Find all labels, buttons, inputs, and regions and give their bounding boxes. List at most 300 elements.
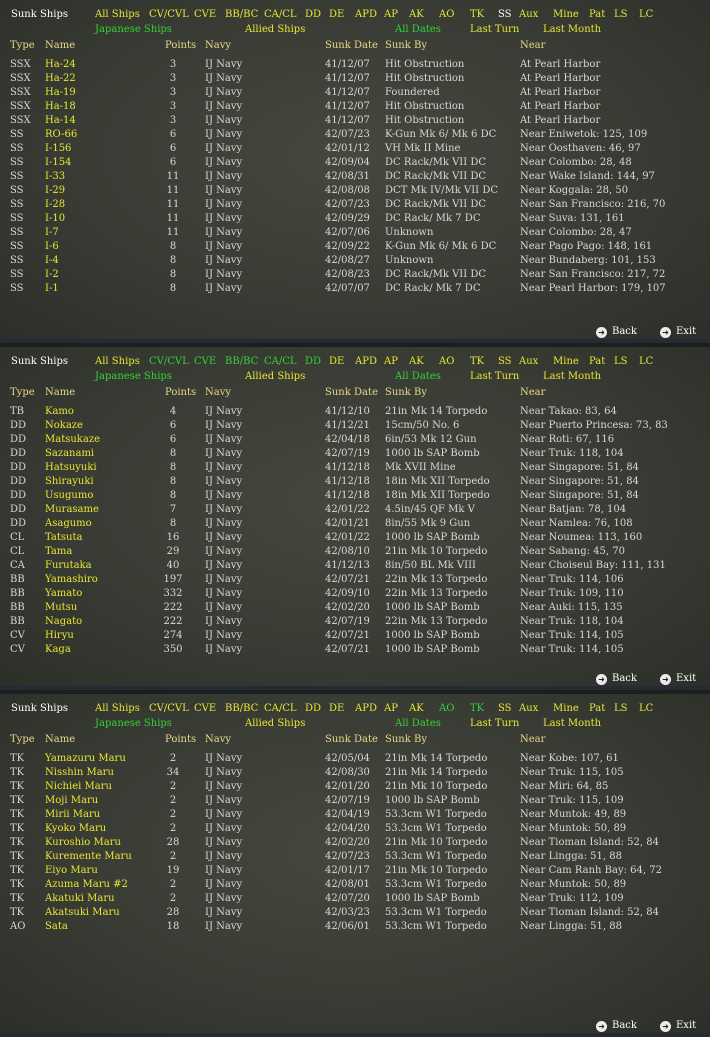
table-row[interactable] <box>0 143 710 157</box>
back-button[interactable] <box>596 673 637 685</box>
filter-japanese-ships[interactable]: Japanese Ships <box>95 24 172 35</box>
cell-type: SSX <box>10 59 31 70</box>
cell-type: SS <box>10 171 24 182</box>
table-row[interactable] <box>0 185 710 199</box>
column-header-points[interactable]: Points <box>165 387 197 398</box>
filter-allied-ships[interactable]: Allied Ships <box>245 718 306 729</box>
cell-near: Near Namlea: 76, 108 <box>520 518 633 529</box>
cell-sunk-date: 41/12/07 <box>325 59 370 70</box>
filter-all-dates[interactable]: All Dates <box>395 24 441 35</box>
arrow-right-icon: ➜ <box>596 1021 607 1032</box>
table-row[interactable] <box>0 781 710 795</box>
column-header-type[interactable]: Type <box>10 40 35 51</box>
cell-name[interactable]: I-2 <box>45 269 59 280</box>
cell-type: CL <box>10 546 25 557</box>
cell-near: Near Eniwetok: 125, 109 <box>520 129 648 140</box>
cell-sunk-date: 41/12/10 <box>325 406 370 417</box>
filter-bb-bc[interactable]: BB/BC <box>225 356 259 367</box>
cell-navy: IJ Navy <box>205 546 243 557</box>
table-row[interactable] <box>0 532 710 546</box>
filter-ls[interactable]: LS <box>614 9 628 20</box>
table-row[interactable] <box>0 921 710 935</box>
filter-ak[interactable]: AK <box>409 703 424 714</box>
column-header-near[interactable]: Near <box>520 387 546 398</box>
cell-type: TK <box>10 823 25 834</box>
cell-name[interactable]: RO-66 <box>45 129 78 140</box>
cell-navy: IJ Navy <box>205 115 243 126</box>
cell-navy: IJ Navy <box>205 532 243 543</box>
filter-dd[interactable]: DD <box>305 9 322 20</box>
filter-ak[interactable]: AK <box>409 356 424 367</box>
cell-sunk-date: 42/04/19 <box>325 809 370 820</box>
filter-last-turn[interactable]: Last Turn <box>470 371 520 382</box>
cell-name[interactable]: Nisshin Maru <box>45 767 114 778</box>
column-header-sunk-date[interactable]: Sunk Date <box>325 734 378 745</box>
column-header-type[interactable]: Type <box>10 387 35 398</box>
table-row[interactable] <box>0 560 710 574</box>
cell-name[interactable]: Eiyo Maru <box>45 865 98 876</box>
table-row[interactable] <box>0 59 710 73</box>
cell-name[interactable]: I-29 <box>45 185 66 196</box>
filter-ls[interactable]: LS <box>614 356 628 367</box>
filter-last-month[interactable]: Last Month <box>543 24 602 35</box>
cell-type: DD <box>10 462 27 473</box>
cell-points: 19 <box>166 865 180 876</box>
column-header-name[interactable]: Name <box>45 40 76 51</box>
cell-name[interactable]: Usugumo <box>45 490 94 501</box>
table-row[interactable] <box>0 574 710 588</box>
column-header-navy[interactable]: Navy <box>205 387 232 398</box>
table-row[interactable] <box>0 630 710 644</box>
column-header-type[interactable]: Type <box>10 734 35 745</box>
cell-sunk-by: Mk XVII Mine <box>385 462 456 473</box>
filter-last-turn[interactable]: Last Turn <box>470 24 520 35</box>
table-row[interactable] <box>0 448 710 462</box>
cell-type: SSX <box>10 73 31 84</box>
cell-name[interactable]: Sata <box>45 921 68 932</box>
cell-name[interactable]: Nagato <box>45 616 83 627</box>
cell-near: Near Truk: 112, 109 <box>520 893 624 904</box>
cell-navy: IJ Navy <box>205 448 243 459</box>
back-button[interactable] <box>596 1020 637 1032</box>
filter-japanese-ships[interactable]: Japanese Ships <box>95 371 172 382</box>
cell-navy: IJ Navy <box>205 823 243 834</box>
table-row[interactable] <box>0 462 710 476</box>
table-row[interactable] <box>0 809 710 823</box>
panel-title: Sunk Ships <box>11 356 68 367</box>
cell-navy: IJ Navy <box>205 795 243 806</box>
cell-sunk-by: 21in Mk 14 Torpedo <box>385 406 488 417</box>
cell-name[interactable]: Sazanami <box>45 448 95 459</box>
table-row[interactable] <box>0 616 710 630</box>
cell-near: At Pearl Harbor <box>520 101 601 112</box>
table-row[interactable] <box>0 602 710 616</box>
cell-name[interactable]: Tama <box>45 546 73 557</box>
cell-type: CL <box>10 532 25 543</box>
cell-type: DD <box>10 504 27 515</box>
cell-type: SS <box>10 283 24 294</box>
filter-apd[interactable]: APD <box>355 703 377 714</box>
table-row[interactable] <box>0 171 710 185</box>
table-row[interactable] <box>0 157 710 171</box>
column-header-sunk-by[interactable]: Sunk By <box>385 734 427 745</box>
cell-name[interactable]: Moji Maru <box>45 795 99 806</box>
filter-tk[interactable]: TK <box>470 356 485 367</box>
cell-points: 3 <box>169 115 177 126</box>
filter-dd[interactable]: DD <box>305 703 322 714</box>
cell-sunk-date: 42/02/20 <box>325 602 370 613</box>
cell-name[interactable]: Azuma Maru #2 <box>45 879 128 890</box>
filter-lc[interactable]: LC <box>639 356 654 367</box>
filter-cve[interactable]: CVE <box>194 356 217 367</box>
cell-sunk-by: Hit Obstruction <box>385 59 465 70</box>
cell-name[interactable]: Shirayuki <box>45 476 94 487</box>
cell-name[interactable]: I-7 <box>45 227 59 238</box>
table-row[interactable] <box>0 795 710 809</box>
cell-points: 2 <box>169 851 177 862</box>
filter-bb-bc[interactable]: BB/BC <box>225 9 259 20</box>
column-header-navy[interactable]: Navy <box>205 734 232 745</box>
column-header-near[interactable]: Near <box>520 40 546 51</box>
cell-sunk-date: 42/09/29 <box>325 213 370 224</box>
table-row[interactable] <box>0 241 710 255</box>
cell-name[interactable]: Ha-24 <box>45 59 76 70</box>
cell-sunk-by: Unknown <box>385 227 434 238</box>
cell-sunk-date: 42/07/19 <box>325 448 370 459</box>
table-row[interactable] <box>0 73 710 87</box>
table-row[interactable] <box>0 851 710 865</box>
filter-ss[interactable]: SS <box>498 356 512 367</box>
table-row[interactable] <box>0 879 710 893</box>
filter-aux[interactable]: Aux <box>519 9 539 20</box>
cell-name[interactable]: Ha-22 <box>45 73 76 84</box>
cell-sunk-by: 1000 lb SAP Bomb <box>385 448 480 459</box>
cell-near: Near Roti: 67, 116 <box>520 434 615 445</box>
cell-type: TK <box>10 893 25 904</box>
cell-name[interactable]: Ha-19 <box>45 87 76 98</box>
cell-name[interactable]: Ha-14 <box>45 115 76 126</box>
cell-sunk-date: 41/12/21 <box>325 420 370 431</box>
cell-name[interactable]: Akatuki Maru <box>45 893 115 904</box>
cell-type: AO <box>10 921 26 932</box>
filter-ao[interactable]: AO <box>439 356 455 367</box>
filter-all-ships[interactable]: All Ships <box>95 356 140 367</box>
cell-name[interactable]: I-28 <box>45 199 66 210</box>
cell-sunk-date: 41/12/07 <box>325 87 370 98</box>
cell-navy: IJ Navy <box>205 879 243 890</box>
filter-aux[interactable]: Aux <box>519 703 539 714</box>
cell-type: SS <box>10 185 24 196</box>
cell-sunk-date: 42/01/12 <box>325 143 370 154</box>
cell-sunk-date: 41/12/13 <box>325 560 370 571</box>
table-row[interactable] <box>0 767 710 781</box>
filter-aux[interactable]: Aux <box>519 356 539 367</box>
cell-name[interactable]: I-4 <box>45 255 59 266</box>
table-row[interactable] <box>0 753 710 767</box>
cell-navy: IJ Navy <box>205 283 243 294</box>
filter-ap[interactable]: AP <box>384 9 398 20</box>
cell-type: BB <box>10 588 25 599</box>
filter-apd[interactable]: APD <box>355 9 377 20</box>
table-row[interactable] <box>0 588 710 602</box>
filter-ao[interactable]: AO <box>439 9 455 20</box>
filter-mine[interactable]: Mine <box>553 356 579 367</box>
table-row[interactable] <box>0 546 710 560</box>
cell-sunk-by: 1000 lb SAP Bomb <box>385 630 480 641</box>
filter-de[interactable]: DE <box>329 9 345 20</box>
cell-points: 11 <box>166 199 180 210</box>
cell-name[interactable]: I-33 <box>45 171 66 182</box>
table-row[interactable] <box>0 434 710 448</box>
filter-cve[interactable]: CVE <box>194 9 217 20</box>
table-row[interactable] <box>0 490 710 504</box>
filter-bb-bc[interactable]: BB/BC <box>225 703 259 714</box>
cell-type: TK <box>10 837 25 848</box>
cell-name[interactable]: Kamo <box>45 406 74 417</box>
cell-points: 6 <box>169 143 177 154</box>
cell-name[interactable]: Kuremente Maru <box>45 851 132 862</box>
column-header-sunk-date[interactable]: Sunk Date <box>325 40 378 51</box>
cell-name[interactable]: Hatsuyuki <box>45 462 97 473</box>
cell-name[interactable]: I-10 <box>45 213 66 224</box>
filter-ca-cl[interactable]: CA/CL <box>264 356 297 367</box>
column-header-name[interactable]: Name <box>45 387 76 398</box>
column-header-sunk-by[interactable]: Sunk By <box>385 40 427 51</box>
cell-points: 2 <box>169 795 177 806</box>
column-header-name[interactable]: Name <box>45 734 76 745</box>
table-row[interactable] <box>0 199 710 213</box>
cell-name[interactable]: Mirii Maru <box>45 809 101 820</box>
cell-type: TK <box>10 879 25 890</box>
table-row[interactable] <box>0 893 710 907</box>
cell-name[interactable]: Furutaka <box>45 560 92 571</box>
cell-navy: IJ Navy <box>205 781 243 792</box>
cell-points: 6 <box>169 420 177 431</box>
cell-navy: IJ Navy <box>205 809 243 820</box>
filter-dd[interactable]: DD <box>305 356 322 367</box>
filter-pat[interactable]: Pat <box>589 703 606 714</box>
table-row[interactable] <box>0 837 710 851</box>
arrow-right-icon: ➜ <box>660 327 671 338</box>
cell-near: Near Takao: 83, 64 <box>520 406 617 417</box>
cell-sunk-by: Hit Obstruction <box>385 101 465 112</box>
cell-points: 2 <box>169 893 177 904</box>
cell-type: TK <box>10 809 25 820</box>
filter-pat[interactable]: Pat <box>589 9 606 20</box>
back-button[interactable] <box>596 326 637 338</box>
cell-sunk-date: 42/09/10 <box>325 588 370 599</box>
cell-near: Near Bundaberg: 101, 153 <box>520 255 656 266</box>
column-header-points[interactable]: Points <box>165 40 197 51</box>
cell-name[interactable]: Yamazuru Maru <box>45 753 126 764</box>
cell-sunk-by: 15cm/50 No. 6 <box>385 420 460 431</box>
cell-near: Near Colombo: 28, 47 <box>520 227 632 238</box>
cell-near: At Pearl Harbor <box>520 59 601 70</box>
table-row[interactable] <box>0 907 710 921</box>
table-row[interactable] <box>0 213 710 227</box>
cell-points: 8 <box>169 462 177 473</box>
filter-mine[interactable]: Mine <box>553 703 579 714</box>
filter-ao[interactable]: AO <box>439 703 455 714</box>
table-row[interactable] <box>0 129 710 143</box>
filter-lc[interactable]: LC <box>639 703 654 714</box>
filter-last-month[interactable]: Last Month <box>543 371 602 382</box>
filter-all-dates[interactable]: All Dates <box>395 371 441 382</box>
arrow-right-icon: ➜ <box>596 674 607 685</box>
cell-name[interactable]: Hiryu <box>45 630 74 641</box>
cell-near: Near Koggala: 28, 50 <box>520 185 629 196</box>
cell-points: 8 <box>169 241 177 252</box>
filter-tk[interactable]: TK <box>470 9 485 20</box>
cell-near: Near Cam Ranh Bay: 64, 72 <box>520 865 662 876</box>
exit-button[interactable] <box>660 326 696 338</box>
exit-button[interactable] <box>660 673 696 685</box>
cell-sunk-date: 42/04/18 <box>325 434 370 445</box>
cell-sunk-date: 42/01/22 <box>325 504 370 515</box>
filter-pat[interactable]: Pat <box>589 356 606 367</box>
table-row[interactable] <box>0 823 710 837</box>
cell-name[interactable]: Matsukaze <box>45 434 100 445</box>
filter-de[interactable]: DE <box>329 356 345 367</box>
table-row[interactable] <box>0 865 710 879</box>
table-row[interactable] <box>0 644 710 658</box>
filter-ss[interactable]: SS <box>498 9 512 20</box>
table-row[interactable] <box>0 255 710 269</box>
cell-sunk-by: 53.3cm W1 Torpedo <box>385 809 487 820</box>
filter-cv-cvl[interactable]: CV/CVL <box>149 356 189 367</box>
filter-ls[interactable]: LS <box>614 703 628 714</box>
exit-label: Exit <box>676 326 697 337</box>
cell-near: Near Noumea: 113, 160 <box>520 532 643 543</box>
cell-name[interactable]: Asagumo <box>45 518 92 529</box>
filter-ca-cl[interactable]: CA/CL <box>264 703 297 714</box>
column-header-points[interactable]: Points <box>165 734 197 745</box>
cell-points: 7 <box>169 504 177 515</box>
filter-all-ships[interactable]: All Ships <box>95 9 140 20</box>
filter-all-ships[interactable]: All Ships <box>95 703 140 714</box>
cell-points: 8 <box>169 518 177 529</box>
cell-sunk-date: 42/08/23 <box>325 269 370 280</box>
table-row[interactable] <box>0 87 710 101</box>
cell-sunk-by: 53.3cm W1 Torpedo <box>385 921 487 932</box>
cell-sunk-date: 42/04/20 <box>325 823 370 834</box>
cell-sunk-by: 53.3cm W1 Torpedo <box>385 823 487 834</box>
cell-sunk-by: DC Rack/ Mk 7 DC <box>385 283 481 294</box>
cell-type: SS <box>10 143 24 154</box>
table-row[interactable] <box>0 283 710 297</box>
filter-cv-cvl[interactable]: CV/CVL <box>149 703 189 714</box>
table-row[interactable] <box>0 504 710 518</box>
panel-title: Sunk Ships <box>11 9 68 20</box>
cell-name[interactable]: I-1 <box>45 283 59 294</box>
column-header-sunk-date[interactable]: Sunk Date <box>325 387 378 398</box>
cell-sunk-by: 21in Mk 10 Torpedo <box>385 865 488 876</box>
cell-type: BB <box>10 574 25 585</box>
filter-last-month[interactable]: Last Month <box>543 718 602 729</box>
filter-ap[interactable]: AP <box>384 703 398 714</box>
filter-japanese-ships[interactable]: Japanese Ships <box>95 718 172 729</box>
cell-points: 28 <box>166 837 180 848</box>
cell-name[interactable]: Ha-18 <box>45 101 76 112</box>
cell-type: BB <box>10 602 25 613</box>
cell-points: 2 <box>169 809 177 820</box>
cell-sunk-date: 42/07/19 <box>325 616 370 627</box>
filter-last-turn[interactable]: Last Turn <box>470 718 520 729</box>
filter-cv-cvl[interactable]: CV/CVL <box>149 9 189 20</box>
cell-name[interactable]: I-154 <box>45 157 72 168</box>
cell-near: At Pearl Harbor <box>520 73 601 84</box>
filter-tk[interactable]: TK <box>470 703 485 714</box>
cell-name[interactable]: I-156 <box>45 143 72 154</box>
filter-ak[interactable]: AK <box>409 9 424 20</box>
cell-navy: IJ Navy <box>205 420 243 431</box>
cell-points: 11 <box>166 185 180 196</box>
filter-de[interactable]: DE <box>329 703 345 714</box>
filter-ss[interactable]: SS <box>498 703 512 714</box>
table-row[interactable] <box>0 406 710 420</box>
cell-type: DD <box>10 448 27 459</box>
cell-name[interactable]: I-6 <box>45 241 59 252</box>
table-row[interactable] <box>0 420 710 434</box>
filter-apd[interactable]: APD <box>355 356 377 367</box>
table-row[interactable] <box>0 115 710 129</box>
table-row[interactable] <box>0 476 710 490</box>
filter-all-dates[interactable]: All Dates <box>395 718 441 729</box>
cell-name[interactable]: Kyoko Maru <box>45 823 107 834</box>
cell-name[interactable]: Kuroshio Maru <box>45 837 121 848</box>
cell-name[interactable]: Murasame <box>45 504 99 515</box>
cell-navy: IJ Navy <box>205 616 243 627</box>
filter-mine[interactable]: Mine <box>553 9 579 20</box>
cell-points: 332 <box>163 588 183 599</box>
cell-navy: IJ Navy <box>205 574 243 585</box>
cell-name[interactable]: Akatsuki Maru <box>45 907 120 918</box>
cell-points: 40 <box>166 560 180 571</box>
filter-allied-ships[interactable]: Allied Ships <box>245 371 306 382</box>
cell-name[interactable]: Mutsu <box>45 602 78 613</box>
cell-name[interactable]: Nichiei Maru <box>45 781 112 792</box>
cell-type: SSX <box>10 87 31 98</box>
cell-type: DD <box>10 490 27 501</box>
cell-name[interactable]: Yamato <box>45 588 83 599</box>
column-header-navy[interactable]: Navy <box>205 40 232 51</box>
filter-allied-ships[interactable]: Allied Ships <box>245 24 306 35</box>
exit-button[interactable] <box>660 1020 696 1032</box>
filter-ca-cl[interactable]: CA/CL <box>264 9 297 20</box>
filter-lc[interactable]: LC <box>639 9 654 20</box>
cell-points: 222 <box>163 602 183 613</box>
cell-name[interactable]: Yamashiro <box>45 574 98 585</box>
cell-name[interactable]: Nokaze <box>45 420 83 431</box>
filter-ap[interactable]: AP <box>384 356 398 367</box>
back-label: Back <box>612 1020 637 1031</box>
table-row[interactable] <box>0 269 710 283</box>
cell-sunk-by: 22in Mk 13 Torpedo <box>385 574 488 585</box>
filter-cve[interactable]: CVE <box>194 703 217 714</box>
cell-sunk-by: Unknown <box>385 255 434 266</box>
column-header-near[interactable]: Near <box>520 734 546 745</box>
table-row[interactable] <box>0 518 710 532</box>
column-header-sunk-by[interactable]: Sunk By <box>385 387 427 398</box>
cell-points: 11 <box>166 213 180 224</box>
table-row[interactable] <box>0 101 710 115</box>
cell-name[interactable]: Tatsuta <box>45 532 83 543</box>
table-row[interactable] <box>0 227 710 241</box>
cell-type: SS <box>10 199 24 210</box>
cell-type: SS <box>10 227 24 238</box>
cell-points: 2 <box>169 823 177 834</box>
cell-name[interactable]: Kaga <box>45 644 71 655</box>
